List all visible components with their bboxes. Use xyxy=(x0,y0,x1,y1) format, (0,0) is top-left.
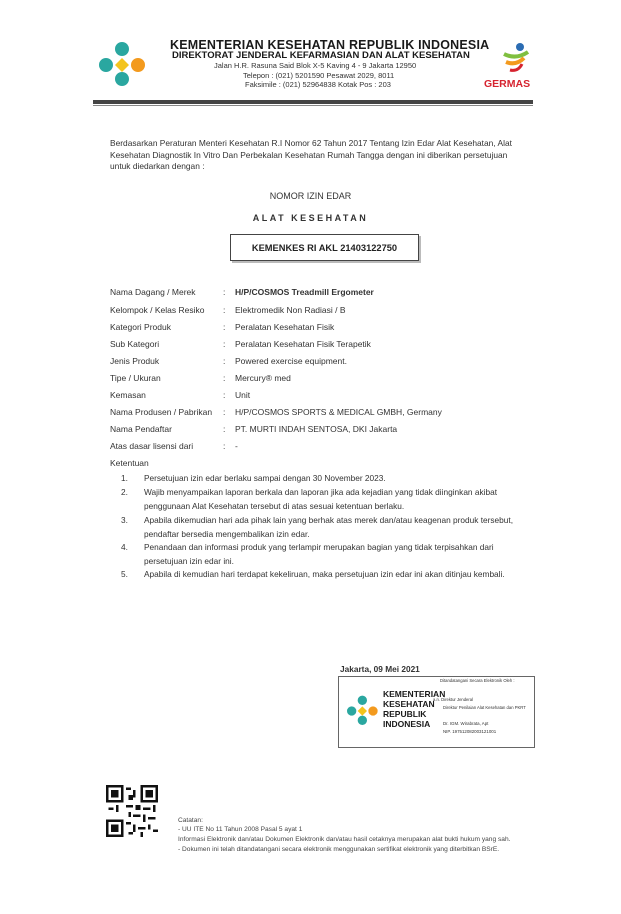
stamp-line: KEMENTERIAN xyxy=(383,689,446,699)
field-colon: : xyxy=(223,287,226,297)
permit-type: ALAT KESEHATAN xyxy=(252,213,369,223)
term-item xyxy=(121,540,531,568)
header-divider xyxy=(93,100,533,104)
stamp-line: REPUBLIK xyxy=(383,709,427,719)
e-signature-stamp xyxy=(338,676,535,748)
term-number: 4. xyxy=(121,542,128,552)
field-colon: : xyxy=(223,441,226,451)
an-line: a.n. Direktur Jenderal xyxy=(433,697,474,702)
field-row xyxy=(110,407,442,417)
field-value: Powered exercise equipment. xyxy=(235,356,347,366)
term-text: Apabila di kemudian hari terdapat kekeliruan, maka persetujuan izin edar ini akan ditinjau kembali. xyxy=(144,569,505,579)
ministry-title: KEMENTERIAN KESEHATAN REPUBLIK INDONESIA xyxy=(170,38,490,52)
term-text: Wajib menyampaikan laporan berkala dan laporan jika ada kejadian yang tidak diinginkan akibat penggunaan Alat Kesehatan tersebut di atas sesuai ketentuan berlaku. xyxy=(144,487,497,511)
field-value: Peralatan Kesehatan Fisik xyxy=(235,322,335,332)
field-label: Tipe / Ukuran xyxy=(110,373,161,383)
field-colon: : xyxy=(223,322,226,332)
term-item xyxy=(121,567,531,581)
field-value: H/P/COSMOS SPORTS & MEDICAL GMBH, Germany xyxy=(235,407,442,417)
stamp-line: KESEHATAN xyxy=(383,699,435,709)
field-value: PT. MURTI INDAH SENTOSA, DKI Jakarta xyxy=(235,424,398,434)
field-row xyxy=(110,305,346,315)
permit-number: KEMENKES RI AKL 21403122750 xyxy=(251,242,398,253)
field-colon: : xyxy=(223,390,226,400)
term-number: 1. xyxy=(121,473,128,483)
intro-paragraph: Berdasarkan Peraturan Menteri Kesehatan R.I Nomor 62 Tahun 2017 Tentang Izin Edar Alat Kesehatan, Alat Kesehatan Diagnostik In Vitro Dan Perbekalan Kesehatan Rumah Tangga dengan ini diberikan persetujuan untuk diedarkan dengan : xyxy=(110,138,512,171)
field-label: Kemasan xyxy=(110,390,146,400)
fax: Faksimile : (021) 52964838 Kotak Pos : 203 xyxy=(245,80,391,89)
field-row xyxy=(110,424,397,434)
permit-number-box xyxy=(230,234,419,261)
signed-note: Ditandatangani Secara Elektronik Oleh : xyxy=(440,678,515,683)
field-label: Kelompok / Kelas Resiko xyxy=(110,305,205,315)
field-row xyxy=(110,287,374,297)
term-number: 2. xyxy=(121,487,128,497)
place-date: Jakarta, 09 Mei 2021 xyxy=(340,664,420,674)
signer-name: Dr. IGM. Wirabrata, Apt xyxy=(443,721,489,726)
field-label: Nama Pendaftar xyxy=(110,424,172,434)
field-colon: : xyxy=(223,339,226,349)
field-colon: : xyxy=(223,424,226,434)
field-label: Kategori Produk xyxy=(110,322,171,332)
field-row xyxy=(110,390,250,400)
footer-heading: Catatan: xyxy=(178,817,203,824)
phone: Telepon : (021) 5201590 Pesawat 2029, 8011 xyxy=(243,71,395,80)
field-value: - xyxy=(235,441,238,451)
field-label: Nama Produsen / Pabrikan xyxy=(110,407,213,417)
field-colon: : xyxy=(223,356,226,366)
signer-nip: NIP. 197512082003121001 xyxy=(443,729,497,734)
terms-heading: Ketentuan xyxy=(110,458,149,468)
qr-code-icon xyxy=(106,785,158,837)
field-value: Unit xyxy=(235,390,251,400)
field-row xyxy=(110,339,371,349)
germas-logo xyxy=(494,40,538,76)
field-row xyxy=(110,373,291,383)
field-colon: : xyxy=(223,305,226,315)
stamp-line: INDONESIA xyxy=(383,719,431,729)
stamp-text xyxy=(383,689,445,729)
term-item xyxy=(121,485,531,513)
term-item xyxy=(121,471,531,485)
field-label: Sub Kategori xyxy=(110,339,160,349)
header-divider-thin xyxy=(93,105,533,106)
field-colon: : xyxy=(223,373,226,383)
footer-line: - UU ITE No 11 Tahun 2008 Pasal 5 ayat 1 xyxy=(178,826,303,833)
field-value: Peralatan Kesehatan Fisik Terapetik xyxy=(235,339,371,349)
kemenkes-logo xyxy=(93,40,153,90)
field-label: Nama Dagang / Merek xyxy=(110,287,196,297)
field-label: Atas dasar lisensi dari xyxy=(110,441,194,451)
term-text: Persetujuan izin edar berlaku sampai dengan 30 November 2023. xyxy=(144,473,386,483)
term-item xyxy=(121,513,531,541)
germas-label: GERMAS xyxy=(484,78,531,90)
field-value: Elektromedik Non Radiasi / B xyxy=(235,305,346,315)
field-colon: : xyxy=(223,407,226,417)
field-row xyxy=(110,356,347,366)
field-row xyxy=(110,322,334,332)
term-text: Penandaan dan informasi produk yang terlampir merupakan bagian yang tidak terpisahkan dari persetujuan izin edar ini. xyxy=(144,542,494,566)
signer-role: Direktur Penilaian Alat Kesehatan dan PKRT xyxy=(443,705,526,710)
term-number: 3. xyxy=(121,515,128,525)
directorate-title: DIREKTORAT JENDERAL KEFARMASIAN DAN ALAT KESEHATAN xyxy=(172,50,470,61)
term-text: Apabila dikemudian hari ada pihak lain yang berhak atas merek dan/atau keagenan produk tersebut, pendaftar bersedia mengembalikan izin edar. xyxy=(144,515,513,539)
term-number: 5. xyxy=(121,569,128,579)
stamp-logo xyxy=(343,685,383,737)
field-row xyxy=(110,441,238,451)
field-value: H/P/COSMOS Treadmill Ergometer xyxy=(235,287,374,297)
field-value: Mercury® med xyxy=(235,373,291,383)
address: Jalan H.R. Rasuna Said Blok X-5 Kaving 4 - 9 Jakarta 12950 xyxy=(214,61,417,70)
footer-line: Informasi Elektronik dan/atau Dokumen Elektronik dan/atau hasil cetaknya merupakan alat bukti hukum yang sah. xyxy=(178,836,511,843)
field-label: Jenis Produk xyxy=(110,356,160,366)
permit-heading: NOMOR IZIN EDAR xyxy=(269,191,352,201)
footer-line: - Dokumen ini telah ditandatangani secara elektronik menggunakan sertifikat elektronik yang diterbitkan BSrE. xyxy=(178,846,500,853)
